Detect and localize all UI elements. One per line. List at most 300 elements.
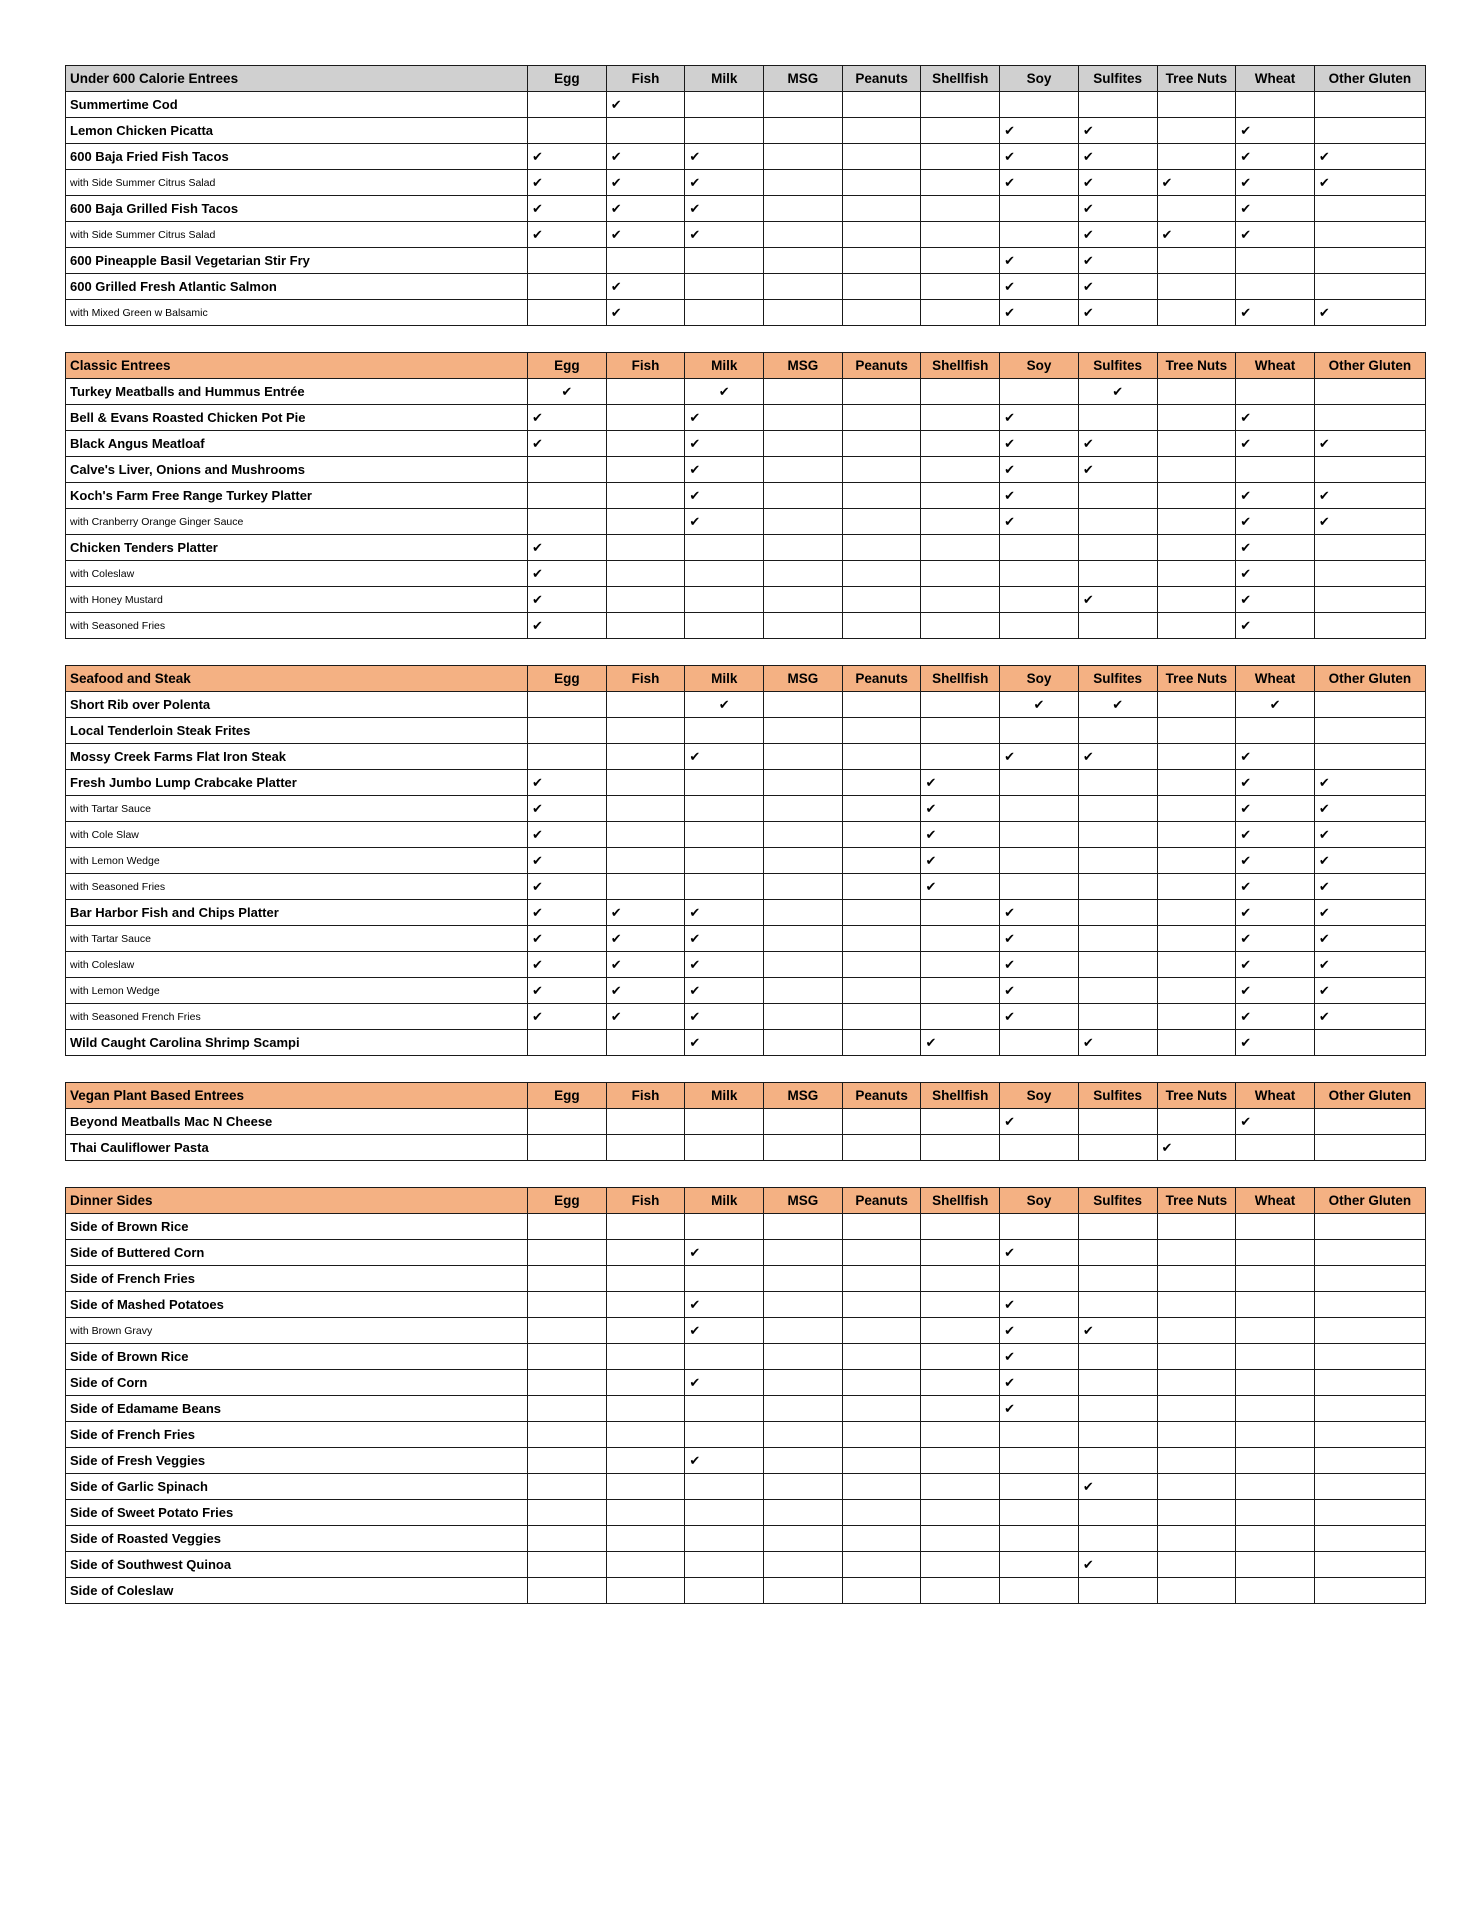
check-mark-icon: ✔ [1157, 222, 1236, 248]
empty-cell [842, 1552, 921, 1578]
check-mark-icon: ✔ [1236, 561, 1315, 587]
check-mark-icon: ✔ [606, 92, 685, 118]
check-mark-icon: ✔ [1078, 587, 1157, 613]
menu-item-name: Bar Harbor Fish and Chips Platter [66, 900, 528, 926]
allergen-column-header: Fish [606, 666, 685, 692]
table-row [66, 248, 1426, 274]
check-mark-icon: ✔ [1000, 1109, 1079, 1135]
empty-cell [606, 118, 685, 144]
empty-cell [528, 1422, 607, 1448]
empty-cell [764, 1396, 843, 1422]
empty-cell [921, 1422, 1000, 1448]
empty-cell [1157, 483, 1236, 509]
empty-cell [764, 300, 843, 326]
empty-cell [1314, 1500, 1425, 1526]
empty-cell [606, 509, 685, 535]
allergen-column-header: Wheat [1236, 1188, 1315, 1214]
check-mark-icon: ✔ [1236, 300, 1315, 326]
empty-cell [921, 222, 1000, 248]
empty-cell [606, 379, 685, 405]
empty-cell [1000, 848, 1079, 874]
empty-cell [606, 718, 685, 744]
empty-cell [842, 718, 921, 744]
empty-cell [528, 1344, 607, 1370]
check-mark-icon: ✔ [921, 770, 1000, 796]
table-row [66, 587, 1426, 613]
section-title: Seafood and Steak [66, 666, 528, 692]
table-row [66, 692, 1426, 718]
empty-cell [1314, 1266, 1425, 1292]
check-mark-icon: ✔ [685, 1004, 764, 1030]
empty-cell [606, 1552, 685, 1578]
empty-cell [842, 118, 921, 144]
empty-cell [685, 248, 764, 274]
empty-cell [1314, 1292, 1425, 1318]
empty-cell [1000, 1500, 1079, 1526]
check-mark-icon: ✔ [685, 1030, 764, 1056]
empty-cell [842, 144, 921, 170]
empty-cell [1078, 1422, 1157, 1448]
empty-cell [685, 1578, 764, 1604]
empty-cell [842, 796, 921, 822]
allergen-column-header: Shellfish [921, 66, 1000, 92]
empty-cell [685, 274, 764, 300]
check-mark-icon: ✔ [685, 222, 764, 248]
empty-cell [1236, 718, 1315, 744]
empty-cell [606, 770, 685, 796]
check-mark-icon: ✔ [1000, 405, 1079, 431]
empty-cell [1000, 587, 1079, 613]
empty-cell [606, 431, 685, 457]
allergen-table [65, 1187, 1426, 1604]
empty-cell [528, 1526, 607, 1552]
side-item-name: with Seasoned French Fries [66, 1004, 528, 1030]
empty-cell [1078, 874, 1157, 900]
check-mark-icon: ✔ [1314, 170, 1425, 196]
check-mark-icon: ✔ [606, 144, 685, 170]
empty-cell [1314, 535, 1425, 561]
check-mark-icon: ✔ [685, 1448, 764, 1474]
table-row [66, 457, 1426, 483]
empty-cell [1000, 770, 1079, 796]
empty-cell [528, 744, 607, 770]
table-row [66, 1500, 1426, 1526]
allergen-column-header: Egg [528, 666, 607, 692]
menu-item-name: Side of French Fries [66, 1422, 528, 1448]
allergen-column-header: MSG [764, 66, 843, 92]
check-mark-icon: ✔ [685, 457, 764, 483]
check-mark-icon: ✔ [1236, 1109, 1315, 1135]
empty-cell [842, 1448, 921, 1474]
allergen-column-header: Egg [528, 1188, 607, 1214]
empty-cell [685, 1396, 764, 1422]
empty-cell [685, 587, 764, 613]
empty-cell [685, 848, 764, 874]
empty-cell [1078, 796, 1157, 822]
check-mark-icon: ✔ [606, 926, 685, 952]
check-mark-icon: ✔ [606, 196, 685, 222]
check-mark-icon: ✔ [528, 796, 607, 822]
check-mark-icon: ✔ [606, 900, 685, 926]
check-mark-icon: ✔ [528, 587, 607, 613]
empty-cell [1157, 1240, 1236, 1266]
check-mark-icon: ✔ [1000, 248, 1079, 274]
empty-cell [1000, 1448, 1079, 1474]
empty-cell [1078, 978, 1157, 1004]
empty-cell [685, 1500, 764, 1526]
empty-cell [606, 692, 685, 718]
allergen-column-header: Peanuts [842, 1188, 921, 1214]
empty-cell [685, 1474, 764, 1500]
side-item-name: with Coleslaw [66, 561, 528, 587]
empty-cell [685, 1266, 764, 1292]
empty-cell [1157, 1474, 1236, 1500]
empty-cell [764, 1214, 843, 1240]
allergen-column-header: Shellfish [921, 1083, 1000, 1109]
empty-cell [1314, 1474, 1425, 1500]
empty-cell [1078, 1448, 1157, 1474]
empty-cell [1078, 1370, 1157, 1396]
menu-item-name: Wild Caught Carolina Shrimp Scampi [66, 1030, 528, 1056]
table-row [66, 1318, 1426, 1344]
empty-cell [764, 692, 843, 718]
empty-cell [842, 1422, 921, 1448]
check-mark-icon: ✔ [1078, 1552, 1157, 1578]
check-mark-icon: ✔ [1000, 457, 1079, 483]
table-row [66, 1266, 1426, 1292]
check-mark-icon: ✔ [685, 196, 764, 222]
empty-cell [921, 1135, 1000, 1161]
allergen-chart [65, 65, 1425, 1630]
empty-cell [842, 1292, 921, 1318]
empty-cell [1000, 822, 1079, 848]
allergen-column-header: MSG [764, 353, 843, 379]
empty-cell [1314, 1240, 1425, 1266]
side-item-name: with Honey Mustard [66, 587, 528, 613]
check-mark-icon: ✔ [1236, 118, 1315, 144]
check-mark-icon: ✔ [685, 1318, 764, 1344]
allergen-column-header: Wheat [1236, 1083, 1315, 1109]
allergen-column-header: Peanuts [842, 66, 921, 92]
empty-cell [921, 1526, 1000, 1552]
empty-cell [842, 222, 921, 248]
empty-cell [764, 1370, 843, 1396]
empty-cell [921, 613, 1000, 639]
empty-cell [842, 874, 921, 900]
empty-cell [921, 744, 1000, 770]
empty-cell [1157, 692, 1236, 718]
check-mark-icon: ✔ [1236, 405, 1315, 431]
allergen-column-header: Wheat [1236, 666, 1315, 692]
empty-cell [606, 1109, 685, 1135]
empty-cell [1078, 561, 1157, 587]
empty-cell [921, 483, 1000, 509]
empty-cell [764, 405, 843, 431]
menu-item-name: Fresh Jumbo Lump Crabcake Platter [66, 770, 528, 796]
allergen-column-header: Tree Nuts [1157, 66, 1236, 92]
empty-cell [1314, 248, 1425, 274]
empty-cell [1314, 744, 1425, 770]
empty-cell [921, 170, 1000, 196]
empty-cell [842, 952, 921, 978]
empty-cell [606, 613, 685, 639]
check-mark-icon: ✔ [528, 379, 607, 405]
check-mark-icon: ✔ [1236, 509, 1315, 535]
empty-cell [764, 1109, 843, 1135]
empty-cell [764, 1552, 843, 1578]
empty-cell [685, 613, 764, 639]
empty-cell [842, 926, 921, 952]
empty-cell [1078, 1266, 1157, 1292]
section-title: Classic Entrees [66, 353, 528, 379]
empty-cell [606, 483, 685, 509]
empty-cell [842, 431, 921, 457]
menu-item-name: Summertime Cod [66, 92, 528, 118]
empty-cell [921, 248, 1000, 274]
check-mark-icon: ✔ [606, 952, 685, 978]
table-header-row [66, 66, 1426, 92]
empty-cell [764, 900, 843, 926]
check-mark-icon: ✔ [528, 535, 607, 561]
empty-cell [921, 535, 1000, 561]
check-mark-icon: ✔ [1078, 300, 1157, 326]
empty-cell [764, 770, 843, 796]
check-mark-icon: ✔ [606, 222, 685, 248]
empty-cell [1314, 405, 1425, 431]
side-item-name: with Seasoned Fries [66, 874, 528, 900]
empty-cell [685, 874, 764, 900]
check-mark-icon: ✔ [1078, 744, 1157, 770]
table-header-row [66, 1188, 1426, 1214]
empty-cell [1314, 718, 1425, 744]
table-row [66, 1135, 1426, 1161]
empty-cell [1236, 1552, 1315, 1578]
empty-cell [528, 274, 607, 300]
empty-cell [842, 1344, 921, 1370]
side-item-name: with Cranberry Orange Ginger Sauce [66, 509, 528, 535]
check-mark-icon: ✔ [1000, 274, 1079, 300]
empty-cell [764, 535, 843, 561]
empty-cell [842, 1500, 921, 1526]
empty-cell [1157, 300, 1236, 326]
empty-cell [528, 118, 607, 144]
empty-cell [921, 274, 1000, 300]
empty-cell [764, 587, 843, 613]
menu-item-name: Side of Sweet Potato Fries [66, 1500, 528, 1526]
check-mark-icon: ✔ [685, 170, 764, 196]
check-mark-icon: ✔ [685, 692, 764, 718]
empty-cell [1157, 1422, 1236, 1448]
empty-cell [1078, 1109, 1157, 1135]
empty-cell [1314, 1135, 1425, 1161]
empty-cell [764, 1135, 843, 1161]
check-mark-icon: ✔ [1000, 952, 1079, 978]
check-mark-icon: ✔ [1236, 535, 1315, 561]
check-mark-icon: ✔ [1078, 1474, 1157, 1500]
table-row [66, 379, 1426, 405]
allergen-column-header: Tree Nuts [1157, 353, 1236, 379]
check-mark-icon: ✔ [1236, 196, 1315, 222]
check-mark-icon: ✔ [1000, 170, 1079, 196]
empty-cell [606, 796, 685, 822]
table-row [66, 926, 1426, 952]
empty-cell [1157, 900, 1236, 926]
table-row [66, 770, 1426, 796]
empty-cell [606, 248, 685, 274]
allergen-column-header: Milk [685, 353, 764, 379]
table-row [66, 274, 1426, 300]
empty-cell [528, 1214, 607, 1240]
empty-cell [1000, 92, 1079, 118]
empty-cell [528, 1318, 607, 1344]
empty-cell [1314, 1030, 1425, 1056]
empty-cell [1078, 405, 1157, 431]
check-mark-icon: ✔ [1236, 770, 1315, 796]
empty-cell [842, 1214, 921, 1240]
table-row [66, 196, 1426, 222]
allergen-column-header: Shellfish [921, 353, 1000, 379]
empty-cell [1078, 770, 1157, 796]
allergen-table [65, 665, 1426, 1056]
check-mark-icon: ✔ [528, 613, 607, 639]
check-mark-icon: ✔ [1314, 926, 1425, 952]
allergen-column-header: Egg [528, 1083, 607, 1109]
empty-cell [1314, 1318, 1425, 1344]
empty-cell [921, 718, 1000, 744]
table-row [66, 874, 1426, 900]
empty-cell [1000, 1526, 1079, 1552]
allergen-column-header: Tree Nuts [1157, 666, 1236, 692]
empty-cell [606, 1344, 685, 1370]
check-mark-icon: ✔ [1078, 457, 1157, 483]
check-mark-icon: ✔ [1000, 1318, 1079, 1344]
check-mark-icon: ✔ [1236, 1004, 1315, 1030]
check-mark-icon: ✔ [606, 978, 685, 1004]
empty-cell [842, 1004, 921, 1030]
empty-cell [528, 1240, 607, 1266]
table-row [66, 1578, 1426, 1604]
section-title: Dinner Sides [66, 1188, 528, 1214]
menu-item-name: Side of Mashed Potatoes [66, 1292, 528, 1318]
table-row [66, 1526, 1426, 1552]
empty-cell [764, 796, 843, 822]
check-mark-icon: ✔ [528, 1004, 607, 1030]
empty-cell [1078, 1396, 1157, 1422]
empty-cell [764, 170, 843, 196]
empty-cell [606, 457, 685, 483]
table-row [66, 1344, 1426, 1370]
empty-cell [1078, 1292, 1157, 1318]
empty-cell [764, 822, 843, 848]
empty-cell [1157, 718, 1236, 744]
allergen-table [65, 352, 1426, 639]
empty-cell [606, 1526, 685, 1552]
side-item-name: with Cole Slaw [66, 822, 528, 848]
check-mark-icon: ✔ [1236, 848, 1315, 874]
check-mark-icon: ✔ [1000, 900, 1079, 926]
check-mark-icon: ✔ [1000, 978, 1079, 1004]
table-row [66, 1030, 1426, 1056]
empty-cell [685, 300, 764, 326]
empty-cell [606, 1292, 685, 1318]
empty-cell [606, 1578, 685, 1604]
table-header-row [66, 666, 1426, 692]
allergen-column-header: MSG [764, 666, 843, 692]
empty-cell [1157, 1578, 1236, 1604]
empty-cell [1236, 92, 1315, 118]
empty-cell [921, 405, 1000, 431]
empty-cell [1078, 900, 1157, 926]
check-mark-icon: ✔ [1314, 822, 1425, 848]
empty-cell [1236, 1396, 1315, 1422]
empty-cell [1236, 1474, 1315, 1500]
check-mark-icon: ✔ [1314, 796, 1425, 822]
empty-cell [685, 118, 764, 144]
check-mark-icon: ✔ [685, 744, 764, 770]
empty-cell [764, 744, 843, 770]
side-item-name: with Lemon Wedge [66, 978, 528, 1004]
check-mark-icon: ✔ [528, 952, 607, 978]
check-mark-icon: ✔ [1000, 431, 1079, 457]
empty-cell [1157, 1266, 1236, 1292]
empty-cell [1314, 1448, 1425, 1474]
empty-cell [1236, 1578, 1315, 1604]
empty-cell [921, 1344, 1000, 1370]
empty-cell [764, 1526, 843, 1552]
empty-cell [1157, 1004, 1236, 1030]
empty-cell [764, 1030, 843, 1056]
empty-cell [764, 483, 843, 509]
empty-cell [1157, 1344, 1236, 1370]
allergen-column-header: MSG [764, 1188, 843, 1214]
menu-item-name: Local Tenderloin Steak Frites [66, 718, 528, 744]
check-mark-icon: ✔ [685, 1292, 764, 1318]
empty-cell [921, 509, 1000, 535]
empty-cell [764, 874, 843, 900]
empty-cell [764, 1240, 843, 1266]
empty-cell [764, 144, 843, 170]
empty-cell [764, 222, 843, 248]
table-row [66, 1474, 1426, 1500]
empty-cell [764, 92, 843, 118]
allergen-column-header: Shellfish [921, 666, 1000, 692]
empty-cell [685, 561, 764, 587]
check-mark-icon: ✔ [528, 770, 607, 796]
empty-cell [842, 822, 921, 848]
empty-cell [1078, 535, 1157, 561]
empty-cell [528, 1396, 607, 1422]
empty-cell [1078, 718, 1157, 744]
empty-cell [1314, 1370, 1425, 1396]
check-mark-icon: ✔ [685, 379, 764, 405]
table-row [66, 978, 1426, 1004]
empty-cell [606, 874, 685, 900]
allergen-column-header: Peanuts [842, 353, 921, 379]
empty-cell [606, 561, 685, 587]
empty-cell [842, 613, 921, 639]
empty-cell [1000, 1474, 1079, 1500]
check-mark-icon: ✔ [1000, 483, 1079, 509]
allergen-column-header: Fish [606, 66, 685, 92]
allergen-column-header: MSG [764, 1083, 843, 1109]
check-mark-icon: ✔ [528, 405, 607, 431]
empty-cell [1314, 1552, 1425, 1578]
check-mark-icon: ✔ [1078, 222, 1157, 248]
check-mark-icon: ✔ [921, 1030, 1000, 1056]
side-item-name: with Mixed Green w Balsamic [66, 300, 528, 326]
check-mark-icon: ✔ [1000, 692, 1079, 718]
empty-cell [685, 92, 764, 118]
